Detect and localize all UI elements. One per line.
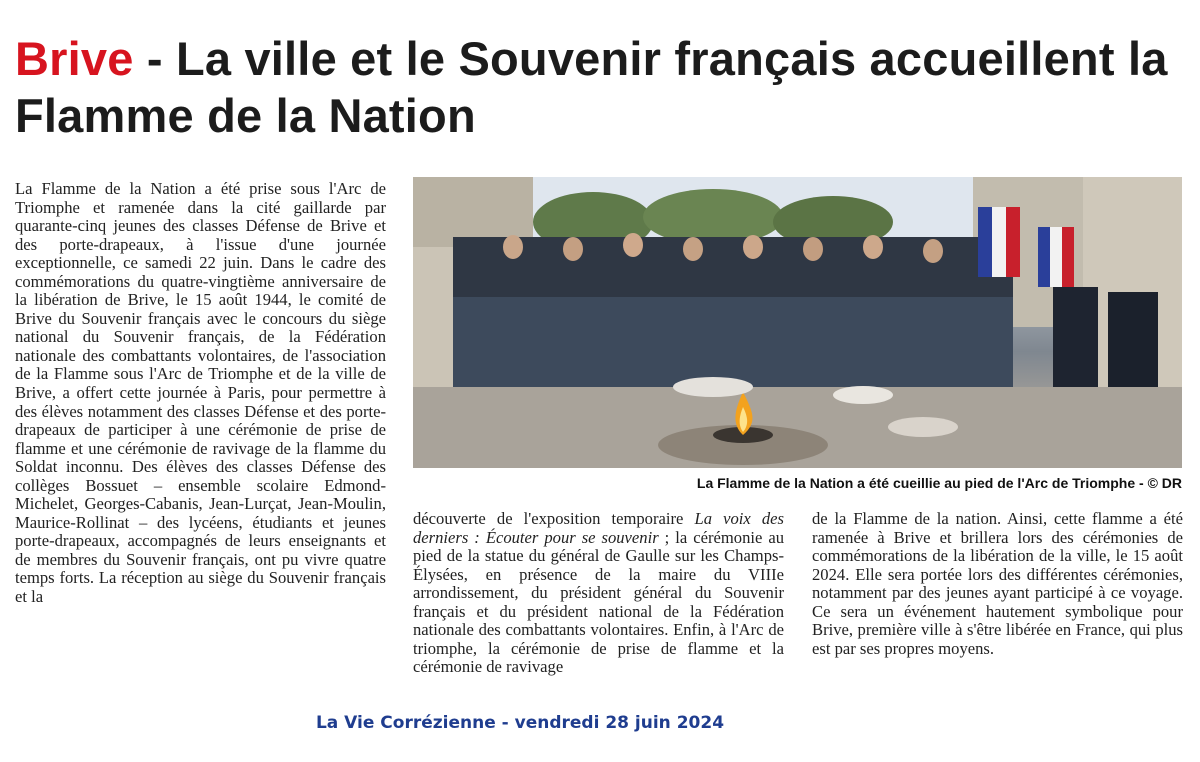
column-2-text-a: découverte de l'exposition temporaire	[413, 509, 695, 528]
headline	[15, 30, 1185, 144]
source-footer: La Vie Corrézienne - vendredi 28 juin 2024	[315, 713, 725, 733]
photo-caption: La Flamme de la Nation a été cueillie au pied de l'Arc de Triomphe - © DR	[696, 475, 1182, 491]
headline-title: - La ville et le Souvenir français accueillent la Flamme de la Nation	[15, 32, 1168, 142]
column-1-text: La Flamme de la Nation a été prise sous l'Arc de Triomphe et ramenée dans la cité gaillarde par quarante-cinq jeunes des classes Défense de Brive et des porte-drapeaux, à l'issue d'une journée exceptionnelle, ce samedi 22 juin. Dans le cadre des commémorations du quatre-vingtième anniversaire de la libération de Brive, le 15 août 1944, le comité de Brive du Souvenir français avec le concours du siège national du Souvenir français, de la Fédération nationale des combattants volontaires, de l'association de la Flamme sous l'Arc de Triomphe et de la ville de Brive, a offert cette journée à Paris, pour permettre à des élèves notamment des classes Défense et des porte-drapeaux de participer à une cérémonie de prise de flamme et une cérémonie de ravivage de la flamme du Soldat inconnu. Des élèves des classes Défense des collèges Bossuet – ensemble scolaire Edmond-Michelet, Georges-Cabanis, Jean-Lurçat, Jean-Moulin, Maurice-Rollinat – des lycéens, étudiants et jeunes porte-drapeaux, accompagnés de leurs enseignants et de membres du Souvenir français, ont pu vivre quatre temps forts. La réception au siège du Souvenir français et la	[15, 179, 386, 607]
column-2-text-b: ; la cérémonie au pied de la statue du général de Gaulle sur les Champs-Élysées, en présence de la maire du VIIIe arrondissement, du président général du Souvenir français et du président national de la Fédération nationale des combattants volontaires. Enfin, à l'Arc de triomphe, la cérémonie de prise de flamme et la cérémonie de ravivage	[413, 527, 784, 677]
article-column-1	[15, 180, 386, 607]
column-2-text	[413, 510, 784, 677]
article-photo	[413, 177, 1182, 468]
headline-kicker: Brive	[15, 32, 134, 85]
column-3-text: de la Flamme de la nation. Ainsi, cette flamme a été ramenée à Brive et brillera lors des cérémonies de commémorations de la libération de la ville, le 15 août 2024. Elle sera portée lors des différentes cérémonies, notamment par des jeunes ayant participé à ce voyage. Ce sera un événement hautement symbolique pour Brive, première ville à s'être libérée en France, qui plus est par ses propres moyens.	[812, 509, 1183, 658]
group-photo-icon	[413, 177, 1182, 468]
article-column-2	[413, 510, 784, 677]
article-column-3	[812, 510, 1183, 658]
exhibition-title: La voix des derniers : Écouter pour se souvenir	[413, 509, 784, 547]
